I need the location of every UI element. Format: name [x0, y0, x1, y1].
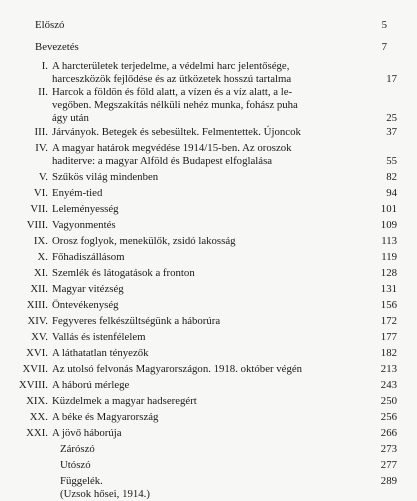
- chapter-title-line: Küzdelmek a magyar hadseregért: [52, 395, 197, 407]
- page-number: 266: [380, 427, 397, 439]
- page-number: 37: [386, 126, 397, 138]
- chapter-title-line: Magyar vitézség: [52, 283, 124, 295]
- page-number: 128: [380, 267, 397, 279]
- chapter-title-line: (Uzsok hősei, 1914.): [60, 488, 150, 500]
- page-number: 213: [380, 363, 397, 375]
- chapter-number: XX.: [29, 411, 48, 423]
- chapter-title-line: A béke és Magyarország: [52, 411, 159, 423]
- chapter-number: X.: [37, 251, 48, 263]
- chapter-number: XI.: [33, 267, 48, 279]
- chapter-number: VI.: [33, 187, 48, 199]
- chapter-title-line: A magyar határok megvédése 1914/15-ben. Az oroszok: [52, 142, 292, 154]
- chapter-number: II.: [38, 86, 48, 98]
- page-number: 177: [380, 331, 397, 343]
- chapter-title-line: Enyém-tied: [52, 187, 103, 199]
- page-number: 94: [386, 187, 397, 199]
- chapter-number: XVIII.: [18, 379, 48, 391]
- page-number: 25: [386, 112, 397, 124]
- chapter-number: XII.: [30, 283, 48, 295]
- chapter-title-line: Öntevékenység: [52, 299, 119, 311]
- page-number: 243: [380, 379, 397, 391]
- chapter-title-line: A harcterületek terjedelme, a védelmi harc jelentősége,: [52, 60, 290, 72]
- chapter-title-line: ágy után: [52, 112, 89, 124]
- chapter-title-line: Szemlék és látogatások a fronton: [52, 267, 195, 279]
- page-number: 156: [380, 299, 397, 311]
- page-number: 119: [381, 251, 397, 263]
- chapter-number: VII.: [30, 203, 48, 215]
- chapter-title-line: Járványok. Betegek és sebesültek. Felmentettek. Újoncok: [52, 126, 301, 138]
- page-number: 7: [381, 41, 387, 53]
- page-number: 55: [386, 155, 397, 167]
- chapter-title-line: Bevezetés: [35, 41, 79, 53]
- chapter-title-line: harceszközök fejlődése és az ütközetek hosszú tartalma: [52, 73, 292, 85]
- chapter-title-line: A háború mérlege: [52, 379, 130, 391]
- chapter-title-line: A láthatatlan tényezők: [52, 347, 149, 359]
- chapter-number: XIII.: [26, 299, 48, 311]
- chapter-title-line: Főhadiszállásom: [52, 251, 125, 263]
- page-number: 182: [380, 347, 397, 359]
- chapter-title-line: Vallás és istenfélelem: [52, 331, 146, 343]
- chapter-title-line: Leleményesség: [52, 203, 119, 215]
- chapter-title-line: Utószó: [60, 459, 91, 471]
- chapter-number: I.: [41, 60, 48, 72]
- page-number: 131: [380, 283, 397, 295]
- chapter-title-line: haditerve: a magyar Alföld és Budapest elfoglalása: [52, 155, 273, 167]
- page-number: 250: [380, 395, 397, 407]
- chapter-title-line: Zárószó: [60, 443, 95, 455]
- chapter-title-line: Orosz foglyok, menekülők, zsidó lakosság: [52, 235, 236, 247]
- chapter-title-line: vegőben. Megszakítás nélküli nehéz munka, fohász puha: [52, 99, 298, 111]
- page-number: 17: [386, 73, 397, 85]
- chapter-title-line: Vagyonmentés: [52, 219, 116, 231]
- chapter-number: IV.: [35, 142, 48, 154]
- chapter-number: VIII.: [26, 219, 48, 231]
- chapter-number: XIV.: [27, 315, 48, 327]
- chapter-number: XIX.: [26, 395, 48, 407]
- page-number: 172: [380, 315, 397, 327]
- chapter-title-line: Függelék.: [60, 475, 103, 487]
- page-number: 82: [386, 171, 397, 183]
- page-number: 101: [380, 203, 397, 215]
- chapter-number: III.: [34, 126, 48, 138]
- chapter-title-line: Szűkös világ mindenben: [52, 171, 159, 183]
- chapter-number: XVI.: [26, 347, 48, 359]
- chapter-number: V.: [38, 171, 48, 183]
- page-number: 273: [380, 443, 397, 455]
- chapter-title-line: Harcok a földön és föld alatt, a vízen és a víz alatt, a le-: [52, 86, 293, 98]
- chapter-title-line: Előszó: [35, 19, 65, 31]
- chapter-title-line: A jövő háborúja: [52, 427, 122, 439]
- chapter-number: XV.: [31, 331, 48, 343]
- chapter-title-line: Az utolsó felvonás Magyarországon. 1918. október végén: [52, 363, 303, 375]
- page-number: 289: [380, 475, 397, 487]
- chapter-number: XXI.: [26, 427, 48, 439]
- page-number: 256: [380, 411, 397, 423]
- page-number: 277: [380, 459, 397, 471]
- chapter-number: IX.: [33, 235, 48, 247]
- chapter-title-line: Fegyveres felkészültségünk a háborúra: [52, 315, 221, 327]
- page-number: 113: [381, 235, 397, 247]
- chapter-number: XVII.: [22, 363, 48, 375]
- page-number: 109: [380, 219, 397, 231]
- page-number: 5: [381, 19, 387, 31]
